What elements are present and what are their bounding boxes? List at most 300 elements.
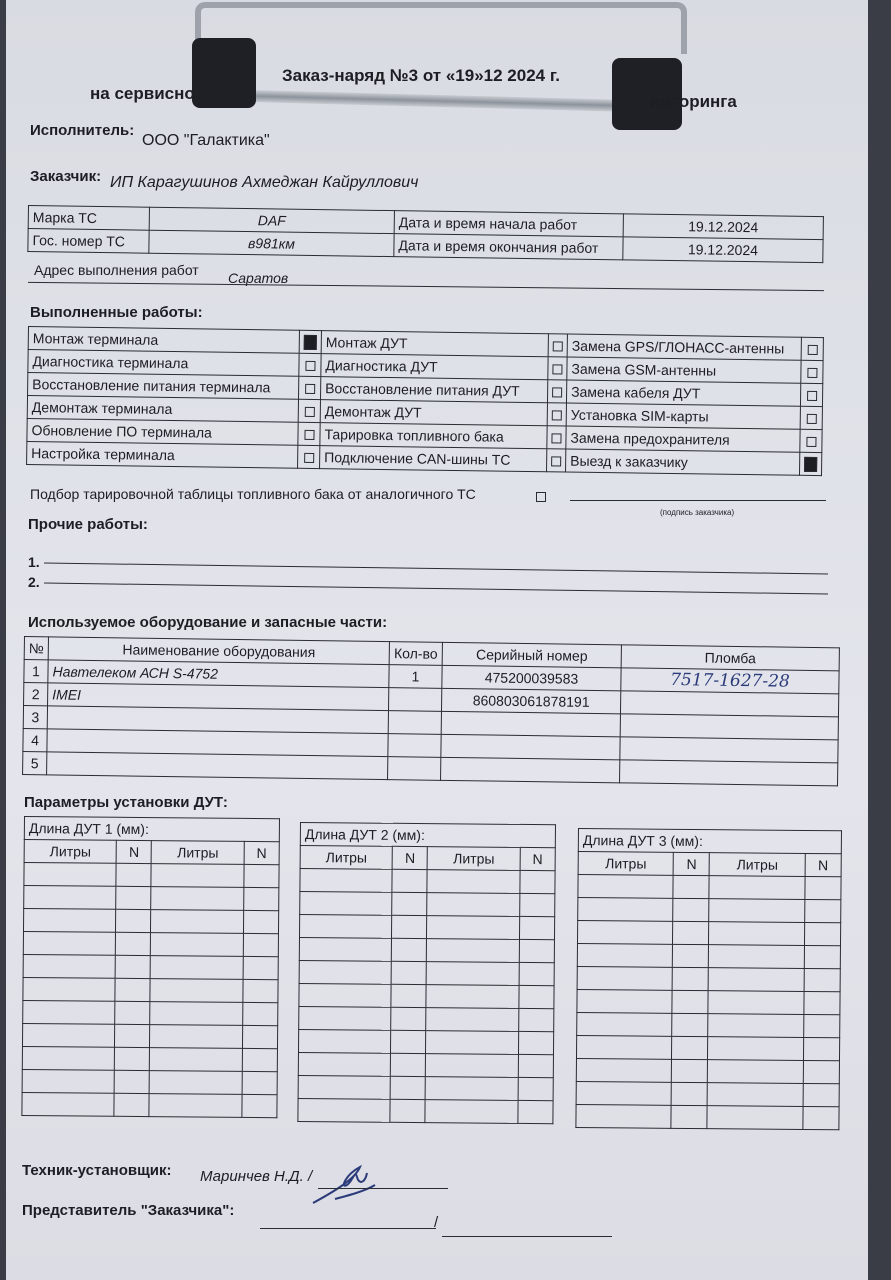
equipment-cell <box>47 752 388 780</box>
dut-cell[interactable] <box>150 1025 243 1049</box>
dut-cell[interactable] <box>244 864 279 887</box>
dut-cell[interactable] <box>392 869 427 892</box>
dut-cell[interactable] <box>23 954 116 978</box>
dut-cell[interactable] <box>390 1076 425 1099</box>
dut-cell[interactable] <box>22 1092 115 1116</box>
work-checkbox-cell <box>799 452 821 475</box>
dut-cell[interactable] <box>519 985 554 1008</box>
technician-signature-line <box>318 1188 448 1189</box>
document-subtitle-left: на сервисно <box>90 84 195 103</box>
dut-cell[interactable] <box>578 875 673 899</box>
dut-cell[interactable] <box>244 887 279 910</box>
dut-column-header: Литры <box>152 841 245 865</box>
dut-cell[interactable] <box>298 1075 391 1099</box>
dut-cell[interactable] <box>242 1048 277 1071</box>
equipment-header: Кол-во <box>389 642 442 666</box>
other-works-heading: Прочие работы: <box>28 516 148 533</box>
dut-cell[interactable] <box>116 863 151 886</box>
dut-row <box>22 1069 277 1094</box>
dut-cell[interactable] <box>114 1093 149 1116</box>
equipment-cell <box>388 734 441 758</box>
brand-label: Марка ТС <box>28 206 149 231</box>
equipment-table <box>22 636 840 786</box>
dut-row <box>578 898 841 923</box>
dut-cell[interactable] <box>519 1008 554 1031</box>
dut-cell[interactable] <box>392 938 427 961</box>
dut-cell[interactable] <box>425 1100 518 1124</box>
equipment-cell <box>620 714 838 740</box>
work-checkbox-cell <box>548 334 567 357</box>
dut-row <box>298 1029 553 1054</box>
plate-label: Гос. номер ТС <box>28 229 149 254</box>
dut-row <box>298 1075 553 1100</box>
dut-cell[interactable] <box>426 985 519 1009</box>
work-checkbox[interactable] <box>552 411 562 421</box>
representative-line-1 <box>260 1228 436 1229</box>
dut-cell[interactable] <box>708 1083 803 1107</box>
dut-cell[interactable] <box>709 899 804 923</box>
work-checkbox[interactable] <box>305 384 315 394</box>
dut-cell[interactable] <box>23 931 116 955</box>
equipment-cell: 475200039583 <box>442 665 621 690</box>
dut-cell[interactable] <box>578 898 673 922</box>
work-checkbox[interactable] <box>304 453 314 463</box>
work-label: Диагностика ДУТ <box>321 354 548 380</box>
equipment-cell: IMEI <box>48 683 389 711</box>
dut-row <box>23 931 278 956</box>
dut-row <box>299 983 554 1008</box>
dut-cell[interactable] <box>672 1059 708 1082</box>
dut-cell[interactable] <box>299 915 392 939</box>
dut-column-header: N <box>392 846 427 869</box>
dut-cell[interactable] <box>23 909 116 933</box>
dut-cell[interactable] <box>391 961 426 984</box>
dut-cell[interactable] <box>391 984 426 1007</box>
dut-cell[interactable] <box>426 1031 519 1055</box>
dut-cell[interactable] <box>298 1029 391 1053</box>
dut-cell[interactable] <box>115 1001 150 1024</box>
dut-cell[interactable] <box>23 1000 116 1024</box>
dut-cell[interactable] <box>151 933 244 957</box>
other-works-2: 2. <box>28 574 40 590</box>
dut-row <box>577 966 840 991</box>
work-checkbox[interactable] <box>553 342 563 352</box>
dut-cell[interactable] <box>24 863 117 887</box>
dut-cell[interactable] <box>577 943 672 967</box>
dut-row <box>577 989 840 1014</box>
work-label: Обновление ПО терминала <box>27 418 298 445</box>
work-label: Замена кабеля ДУТ <box>566 380 800 406</box>
dut-cell[interactable] <box>518 1054 553 1077</box>
dut-column-header: Литры <box>300 846 393 870</box>
dut-cell[interactable] <box>22 1046 115 1070</box>
dut-cell[interactable] <box>151 910 244 934</box>
dut-cell[interactable] <box>708 1037 803 1061</box>
dut-cell[interactable] <box>23 977 116 1001</box>
work-label: Подключение CAN-шины ТС <box>320 446 547 472</box>
start-label: Дата и время начала работ <box>394 211 623 237</box>
dut-cell[interactable] <box>242 1071 277 1094</box>
equipment-cell <box>441 757 620 782</box>
dut-cell[interactable] <box>116 909 151 932</box>
equipment-cell <box>621 691 839 717</box>
dut-heading: Параметры установки ДУТ: <box>24 794 228 811</box>
equipment-header: Наименование оборудования <box>48 637 389 665</box>
dut-cell[interactable] <box>577 989 672 1013</box>
dut-cell[interactable] <box>243 910 278 933</box>
dut-cell[interactable] <box>577 921 672 945</box>
plate-value: в981км <box>149 230 394 256</box>
work-label: Демонтаж терминала <box>27 396 298 423</box>
signature-caption: (подпись заказчика) <box>660 508 735 517</box>
work-checkbox[interactable] <box>806 414 816 424</box>
dut-row <box>576 1035 839 1060</box>
dut-cell[interactable] <box>803 1014 839 1037</box>
dut-cell[interactable] <box>803 1106 839 1129</box>
dut-column-header: N <box>116 840 151 863</box>
dut-cell[interactable] <box>427 962 520 986</box>
dut-row <box>23 1000 278 1025</box>
work-checkbox[interactable] <box>807 345 817 355</box>
work-checkbox-cell <box>299 376 321 399</box>
dut-cell[interactable] <box>519 962 554 985</box>
dut-row <box>299 937 554 962</box>
work-checkbox[interactable] <box>552 388 562 398</box>
dut-cell[interactable] <box>390 1099 425 1122</box>
work-checkbox[interactable] <box>305 361 315 371</box>
dut-cell[interactable] <box>518 1100 553 1123</box>
work-label: Тарировка топливного бака <box>320 423 547 449</box>
signature-line <box>570 500 826 501</box>
dut-cell[interactable] <box>115 1024 150 1047</box>
dut-column-header: Литры <box>428 847 521 871</box>
dut-cell[interactable] <box>298 1052 391 1076</box>
dut-row <box>300 892 555 917</box>
work-label: Замена GSM-антенны <box>567 357 801 383</box>
dut-cell[interactable] <box>149 1094 242 1118</box>
dut-row <box>300 869 555 894</box>
dut-cell[interactable] <box>672 1013 708 1036</box>
dut-cell[interactable] <box>707 1106 802 1130</box>
dut-cell[interactable] <box>391 1007 426 1030</box>
work-label: Замена предохранителя <box>566 426 800 452</box>
work-checkbox-checked[interactable] <box>304 335 317 350</box>
equipment-header: Серийный номер <box>442 642 621 667</box>
dut-cell[interactable] <box>518 1077 553 1100</box>
document-subtitle-right: ниторинга <box>650 92 737 111</box>
end-value: 19.12.2024 <box>623 237 823 263</box>
equipment-header: Пломба <box>621 645 839 671</box>
dut-row <box>299 915 554 940</box>
work-checkbox[interactable] <box>304 430 314 440</box>
dut-cell[interactable] <box>24 886 117 910</box>
work-checkbox-cell <box>298 422 320 445</box>
dut-cell[interactable] <box>672 1036 708 1059</box>
dut-cell[interactable] <box>576 1035 671 1059</box>
work-checkbox-cell <box>299 330 321 353</box>
equipment-cell: 3 <box>23 706 47 729</box>
equipment-cell <box>441 734 620 759</box>
work-checkbox[interactable] <box>807 391 817 401</box>
clipboard-clip-wire <box>195 2 687 54</box>
technician-signature <box>305 1155 385 1215</box>
document-title: Заказ-наряд №3 от «19»12 2024 г. <box>282 66 560 85</box>
dut-cell[interactable] <box>150 1002 243 1026</box>
address-value: Саратов <box>228 270 289 286</box>
dut-cell[interactable] <box>673 898 709 921</box>
dut-row <box>23 977 278 1002</box>
dut-cell[interactable] <box>115 978 150 1001</box>
dut-cell[interactable] <box>708 1014 803 1038</box>
dut-cell[interactable] <box>519 939 554 962</box>
dut-table-3 <box>575 828 842 1130</box>
dut-cell[interactable] <box>672 990 708 1013</box>
dut-row <box>578 875 841 900</box>
clipboard-clip-left <box>192 38 256 108</box>
dut-cell[interactable] <box>299 1006 392 1030</box>
equipment-cell <box>388 711 441 735</box>
dut-cell[interactable] <box>151 887 244 911</box>
dut-cell[interactable] <box>299 937 392 961</box>
equipment-cell: 1 <box>389 665 442 689</box>
dut-cell[interactable] <box>518 1031 553 1054</box>
dut-cell[interactable] <box>576 1104 671 1128</box>
dut-cell[interactable] <box>803 1083 839 1106</box>
address-label: Адрес выполнения работ <box>34 262 199 278</box>
work-checkbox-cell <box>800 383 822 406</box>
dut-cell[interactable] <box>577 1012 672 1036</box>
dut-cell[interactable] <box>150 1048 243 1072</box>
dut-row <box>576 1081 839 1106</box>
dut-table-2 <box>297 822 556 1124</box>
end-label: Дата и время окончания работ <box>394 234 623 260</box>
executor-label: Исполнитель: <box>30 122 135 139</box>
work-checkbox[interactable] <box>551 457 561 467</box>
dut-row <box>23 909 278 934</box>
dut-cell[interactable] <box>803 1037 839 1060</box>
dut-column-header: Литры <box>24 840 117 864</box>
dut-cell[interactable] <box>242 1094 277 1117</box>
dut-row <box>577 943 840 968</box>
dut-row <box>22 1023 277 1048</box>
dut-column-header: Литры <box>710 853 805 877</box>
dut-cell[interactable] <box>671 1105 707 1128</box>
brand-value: DAF <box>149 207 394 233</box>
dut-cell[interactable] <box>804 968 840 991</box>
dut-cell[interactable] <box>22 1069 115 1093</box>
dut-cell[interactable] <box>520 893 555 916</box>
equipment-cell <box>620 737 838 763</box>
start-value: 19.12.2024 <box>623 214 823 240</box>
dut-title: Длина ДУТ 3 (мм): <box>578 829 841 854</box>
work-checkbox-checked[interactable] <box>804 457 817 472</box>
dut-cell[interactable] <box>708 1060 803 1084</box>
work-label: Демонтаж ДУТ <box>320 400 547 426</box>
customer-value: ИП Карагушинов Ахмеджан Кайруллович <box>110 174 419 191</box>
dut-cell[interactable] <box>805 876 841 899</box>
work-checkbox[interactable] <box>552 365 562 375</box>
dut-cell[interactable] <box>115 955 150 978</box>
representative-separator: / <box>434 1214 439 1231</box>
dut-cell[interactable] <box>519 916 554 939</box>
dut-cell[interactable] <box>426 1077 519 1101</box>
equipment-cell <box>388 757 441 781</box>
dut-title: Длина ДУТ 1 (мм): <box>24 817 279 842</box>
dut-column-header: N <box>673 852 709 875</box>
dut-cell[interactable] <box>243 933 278 956</box>
dut-cell[interactable] <box>673 944 709 967</box>
dut-cell[interactable] <box>804 991 840 1014</box>
representative-line-2 <box>442 1236 612 1237</box>
customer-label: Заказчик: <box>30 168 102 185</box>
work-label: Восстановление питания терминала <box>28 373 299 400</box>
dut-cell[interactable] <box>577 966 672 990</box>
dut-row <box>577 1012 840 1037</box>
work-label: Монтаж терминала <box>28 327 299 354</box>
dut-cell[interactable] <box>392 915 427 938</box>
dut-cell[interactable] <box>426 1054 519 1078</box>
dut-cell[interactable] <box>672 967 708 990</box>
dut-cell[interactable] <box>709 945 804 969</box>
calibration-checkbox[interactable] <box>536 492 546 502</box>
equipment-cell: Навтелеком АСН S-4752 <box>48 660 389 688</box>
dut-cell[interactable] <box>242 1025 277 1048</box>
dut-cell[interactable] <box>22 1023 115 1047</box>
work-label: Выезд к заказчику <box>566 449 800 475</box>
work-checkbox-cell <box>299 353 321 376</box>
dut-cell[interactable] <box>576 1081 671 1105</box>
dut-row <box>23 954 278 979</box>
dut-cell[interactable] <box>708 991 803 1015</box>
work-label: Настройка терминала <box>27 441 298 468</box>
executor-value: ООО "Галактика" <box>142 132 270 149</box>
dut-cell[interactable] <box>243 956 278 979</box>
dut-cell[interactable] <box>709 922 804 946</box>
work-checkbox-cell <box>547 449 566 472</box>
equipment-cell: 5 <box>23 751 47 774</box>
work-checkbox-cell <box>801 360 823 383</box>
calibration-text: Подбор тарировочной таблицы топливного бака от аналогичного ТС <box>30 486 476 502</box>
dut-cell[interactable] <box>709 968 804 992</box>
equipment-cell: 2 <box>24 683 48 706</box>
dut-cell[interactable] <box>427 870 520 894</box>
work-checkbox[interactable] <box>304 407 314 417</box>
equipment-cell: 860803061878191 <box>442 688 621 713</box>
equipment-cell <box>389 688 442 712</box>
work-checkbox-cell <box>298 445 320 468</box>
dut-row <box>576 1058 839 1083</box>
dut-cell[interactable] <box>804 945 840 968</box>
dut-cell[interactable] <box>151 956 244 980</box>
dut-cell[interactable] <box>709 876 804 900</box>
dut-cell[interactable] <box>673 921 709 944</box>
dut-cell[interactable] <box>803 1060 839 1083</box>
work-checkbox-cell <box>547 426 566 449</box>
dut-row <box>299 960 554 985</box>
dut-column-header: Литры <box>578 852 673 876</box>
works-table <box>26 326 824 476</box>
dut-cell[interactable] <box>392 892 427 915</box>
work-label: Диагностика терминала <box>28 350 299 377</box>
dut-title: Длина ДУТ 2 (мм): <box>300 823 555 848</box>
dut-cell[interactable] <box>300 892 393 916</box>
dut-cell[interactable] <box>150 979 243 1003</box>
dut-cell[interactable] <box>391 1053 426 1076</box>
work-checkbox-cell <box>548 357 567 380</box>
work-checkbox-cell <box>547 380 566 403</box>
work-checkbox-cell <box>800 406 822 429</box>
dut-cell[interactable] <box>114 1070 149 1093</box>
dut-cell[interactable] <box>115 1047 150 1070</box>
dut-cell[interactable] <box>298 1098 391 1122</box>
dut-table-1 <box>21 816 280 1118</box>
dut-row <box>299 1006 554 1031</box>
dut-row <box>298 1098 553 1123</box>
dut-column-header: N <box>805 853 841 876</box>
dut-cell[interactable] <box>151 864 244 888</box>
equipment-header: № <box>24 637 48 660</box>
work-checkbox[interactable] <box>551 434 561 444</box>
dut-cell[interactable] <box>243 1002 278 1025</box>
technician-value: Маринчев Н.Д. / <box>200 1168 313 1185</box>
dut-cell[interactable] <box>243 979 278 1002</box>
dut-cell[interactable] <box>804 899 840 922</box>
other-works-1: 1. <box>28 554 40 570</box>
equipment-cell: 4 <box>23 728 47 751</box>
dut-cell[interactable] <box>427 939 520 963</box>
dut-cell[interactable] <box>520 870 555 893</box>
dut-cell[interactable] <box>116 932 151 955</box>
work-label: Замена GPS/ГЛОНАСС-антенны <box>567 334 801 360</box>
dut-cell[interactable] <box>427 916 520 940</box>
dut-column-header: N <box>244 841 279 864</box>
dut-cell[interactable] <box>804 922 840 945</box>
dut-row <box>298 1052 553 1077</box>
work-label: Установка SIM-карты <box>566 403 800 429</box>
dut-cell[interactable] <box>299 983 392 1007</box>
dut-cell[interactable] <box>300 869 393 893</box>
work-label: Монтаж ДУТ <box>321 331 548 357</box>
dut-cell[interactable] <box>427 893 520 917</box>
works-heading: Выполненные работы: <box>30 304 203 321</box>
dut-column-header: N <box>520 847 555 870</box>
dut-cell[interactable] <box>299 960 392 984</box>
work-checkbox[interactable] <box>806 437 816 447</box>
equipment-cell: 1 <box>24 660 48 683</box>
work-checkbox-cell <box>547 403 566 426</box>
representative-label: Представитель "Заказчика": <box>22 1202 235 1219</box>
dut-cell[interactable] <box>576 1058 671 1082</box>
equipment-cell <box>441 711 620 736</box>
dut-row <box>22 1092 277 1117</box>
dut-row <box>24 886 279 911</box>
equipment-cell: 7517-1627-28 <box>621 668 839 694</box>
dut-cell[interactable] <box>673 875 709 898</box>
dut-row <box>577 921 840 946</box>
dut-row <box>576 1104 839 1129</box>
dut-row <box>22 1046 277 1071</box>
dut-row <box>24 863 279 888</box>
dut-cell[interactable] <box>116 886 151 909</box>
dut-cell[interactable] <box>671 1082 707 1105</box>
work-checkbox-cell <box>801 337 823 360</box>
dut-cell[interactable] <box>391 1030 426 1053</box>
dut-cell[interactable] <box>426 1008 519 1032</box>
equipment-heading: Используемое оборудование и запасные части: <box>28 614 388 631</box>
work-label: Восстановление питания ДУТ <box>321 377 548 403</box>
dut-cell[interactable] <box>150 1071 243 1095</box>
work-checkbox[interactable] <box>807 368 817 378</box>
